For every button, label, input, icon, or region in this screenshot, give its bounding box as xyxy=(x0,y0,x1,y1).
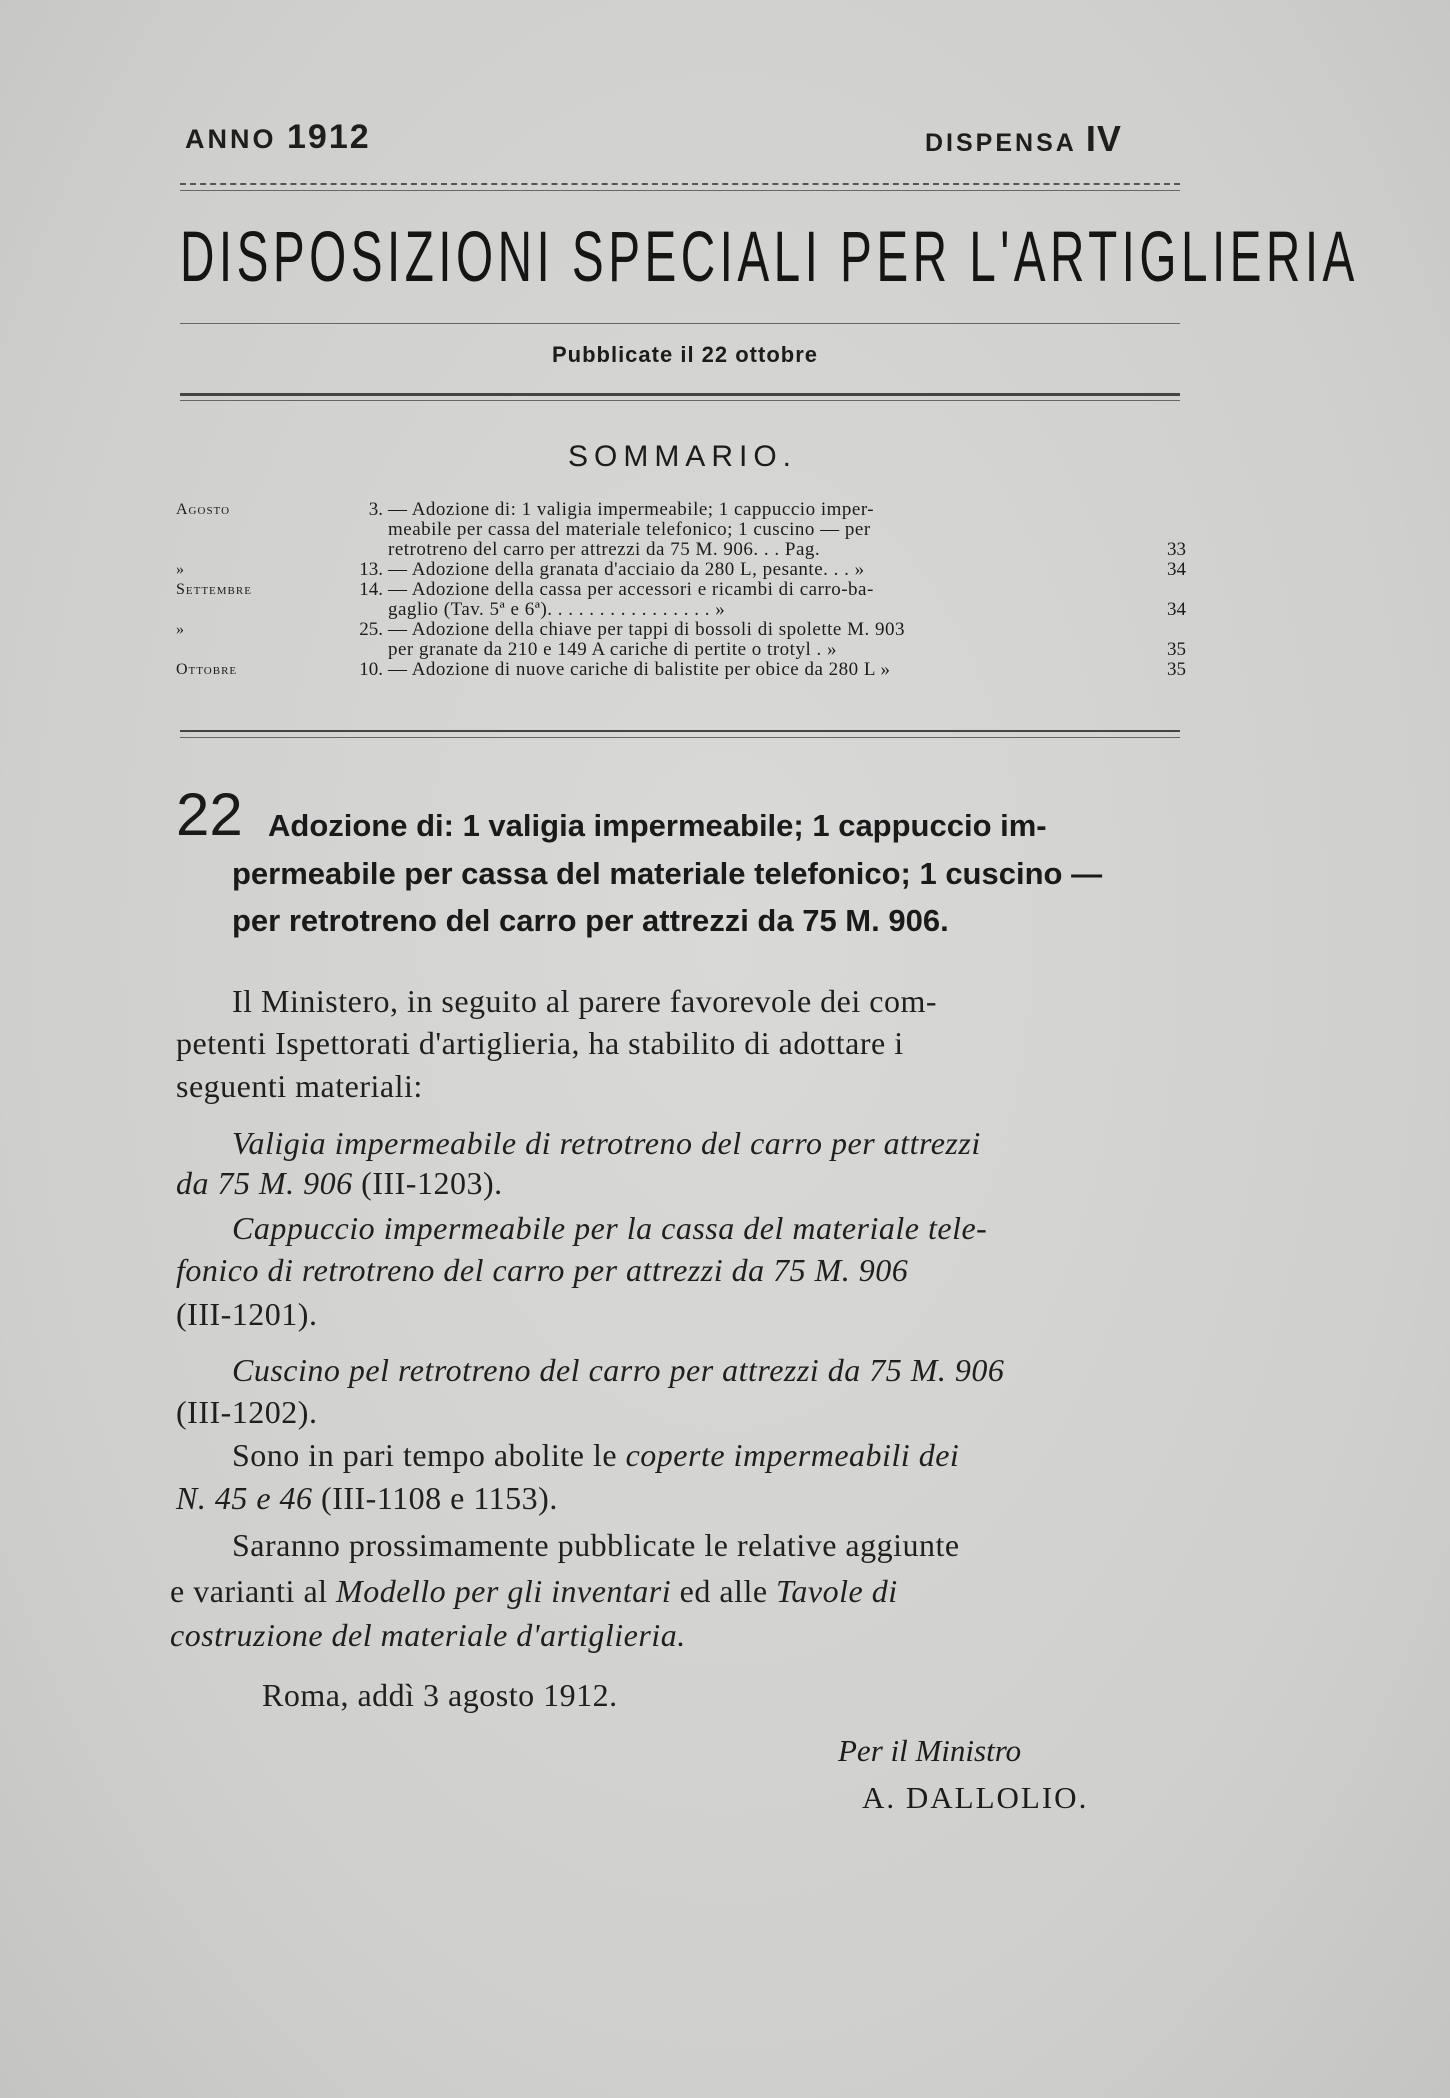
body-line: seguenti materiali: xyxy=(176,1068,423,1104)
toc-text: — Adozione della chiave per tappi di bossoli di spolette M. 903 xyxy=(388,619,905,640)
toc-day: 14. xyxy=(359,579,383,600)
summary-rule xyxy=(180,730,1180,732)
toc-text: — Adozione della cassa per accessori e ricambi di carro-ba- xyxy=(388,579,874,600)
toc-text: meabile per cassa del materiale telefonico; 1 cuscino — per xyxy=(388,519,871,540)
toc-row xyxy=(176,680,1186,700)
body-line: Sono in pari tempo abolite le coperte impermeabili dei xyxy=(232,1437,960,1473)
toc-day: 3. xyxy=(368,499,383,520)
body-line: (III-1202). xyxy=(176,1394,318,1430)
dispensa-number: IV xyxy=(1085,118,1122,159)
dispensa-label: DISPENSA xyxy=(925,129,1076,157)
toc-text: — Adozione della granata d'acciaio da 280 L, pesante. . . » xyxy=(388,559,865,580)
toc-page: 35 xyxy=(1167,659,1186,680)
body-line: Cuscino pel retrotreno del carro per attrezzi da 75 M. 906 xyxy=(232,1352,1005,1388)
toc-day: 13. xyxy=(359,559,383,580)
anno-label: ANNO xyxy=(185,124,277,154)
toc-row xyxy=(176,560,1186,580)
article-title-line: permeabile per cassa del materiale telefonico; 1 cuscino — xyxy=(232,856,1103,891)
main-title: DISPOSIZIONI SPECIALI PER L'ARTIGLIERIA xyxy=(180,216,1359,297)
dispensa-header xyxy=(925,118,1122,160)
article-title-line: per retrotreno del carro per attrezzi da 75 M. 906. xyxy=(232,903,949,938)
toc-page: 33 xyxy=(1167,539,1186,560)
signature-name: A. DALLOLIO. xyxy=(862,1780,1089,1815)
toc-month: Settembre xyxy=(176,581,252,598)
toc-row xyxy=(176,660,1186,680)
body-line: e varianti al Modello per gli inventari ed alle Tavole di xyxy=(170,1573,898,1609)
header-rule-top xyxy=(180,183,1180,185)
toc-row xyxy=(176,600,1186,620)
toc-text: — Adozione di: 1 valigia impermeabile; 1 cappuccio imper- xyxy=(388,499,875,520)
toc-month: Ottobre xyxy=(176,661,238,678)
toc-page: 34 xyxy=(1167,559,1186,580)
toc-day: 10. xyxy=(359,659,383,680)
toc-row xyxy=(176,640,1186,660)
toc-row xyxy=(176,580,1186,600)
title-rule xyxy=(180,323,1180,324)
publication-date: Pubblicate il 22 ottobre xyxy=(551,342,819,367)
body-line: da 75 M. 906 (III-1203). xyxy=(176,1165,503,1201)
body-line: Valigia impermeabile di retrotreno del carro per attrezzi xyxy=(232,1125,981,1161)
toc-month: » xyxy=(176,561,185,578)
article-number: 22 xyxy=(176,781,243,848)
toc-row xyxy=(176,620,1186,640)
body-line: (III-1201). xyxy=(176,1296,318,1332)
date-line: Roma, addì 3 agosto 1912. xyxy=(262,1677,618,1713)
body-line: Saranno prossimamente pubblicate le relative aggiunte xyxy=(232,1527,960,1563)
toc-row xyxy=(176,500,1186,520)
summary-heading: SOMMARIO. xyxy=(567,440,797,473)
body-line: fonico di retrotreno del carro per attrezzi da 75 M. 906 xyxy=(176,1252,909,1288)
toc-text: gaglio (Tav. 5ª e 6ª). . . . . . . . . . . . . . . . » xyxy=(388,599,726,620)
toc-row xyxy=(176,540,1186,560)
toc-page: 35 xyxy=(1167,639,1186,660)
signature-per: Per il Ministro xyxy=(838,1733,1022,1768)
summary-rule-2 xyxy=(180,737,1180,738)
article-title-line: Adozione di: 1 valigia impermeabile; 1 cappuccio im- xyxy=(268,808,1047,843)
pub-rule-2 xyxy=(180,400,1180,401)
toc-month: » xyxy=(176,621,185,638)
pub-rule xyxy=(180,393,1180,396)
toc-text: per granate da 210 e 149 A cariche di pertite o trotyl . » xyxy=(388,639,837,660)
body-line: Cappuccio impermeabile per la cassa del materiale tele- xyxy=(232,1210,988,1246)
header-rule-bottom xyxy=(180,190,1180,191)
body-line: Il Ministero, in seguito al parere favorevole dei com- xyxy=(232,983,937,1019)
body-line: costruzione del materiale d'artiglieria. xyxy=(170,1617,686,1653)
body-line: petenti Ispettorati d'artiglieria, ha stabilito di adottare i xyxy=(176,1025,904,1061)
toc-month: Agosto xyxy=(176,501,231,518)
toc-day: 25. xyxy=(359,619,383,640)
year-header xyxy=(185,118,371,157)
toc-text: — Adozione di nuove cariche di balistite per obice da 280 L » xyxy=(388,659,891,680)
toc-page: 34 xyxy=(1167,599,1186,620)
year-value: 1912 xyxy=(287,118,371,156)
body-line: N. 45 e 46 (III-1108 e 1153). xyxy=(176,1480,558,1516)
toc-text: retrotreno del carro per attrezzi da 75 M. 906. . . Pag. xyxy=(388,539,821,560)
toc-row xyxy=(176,520,1186,540)
